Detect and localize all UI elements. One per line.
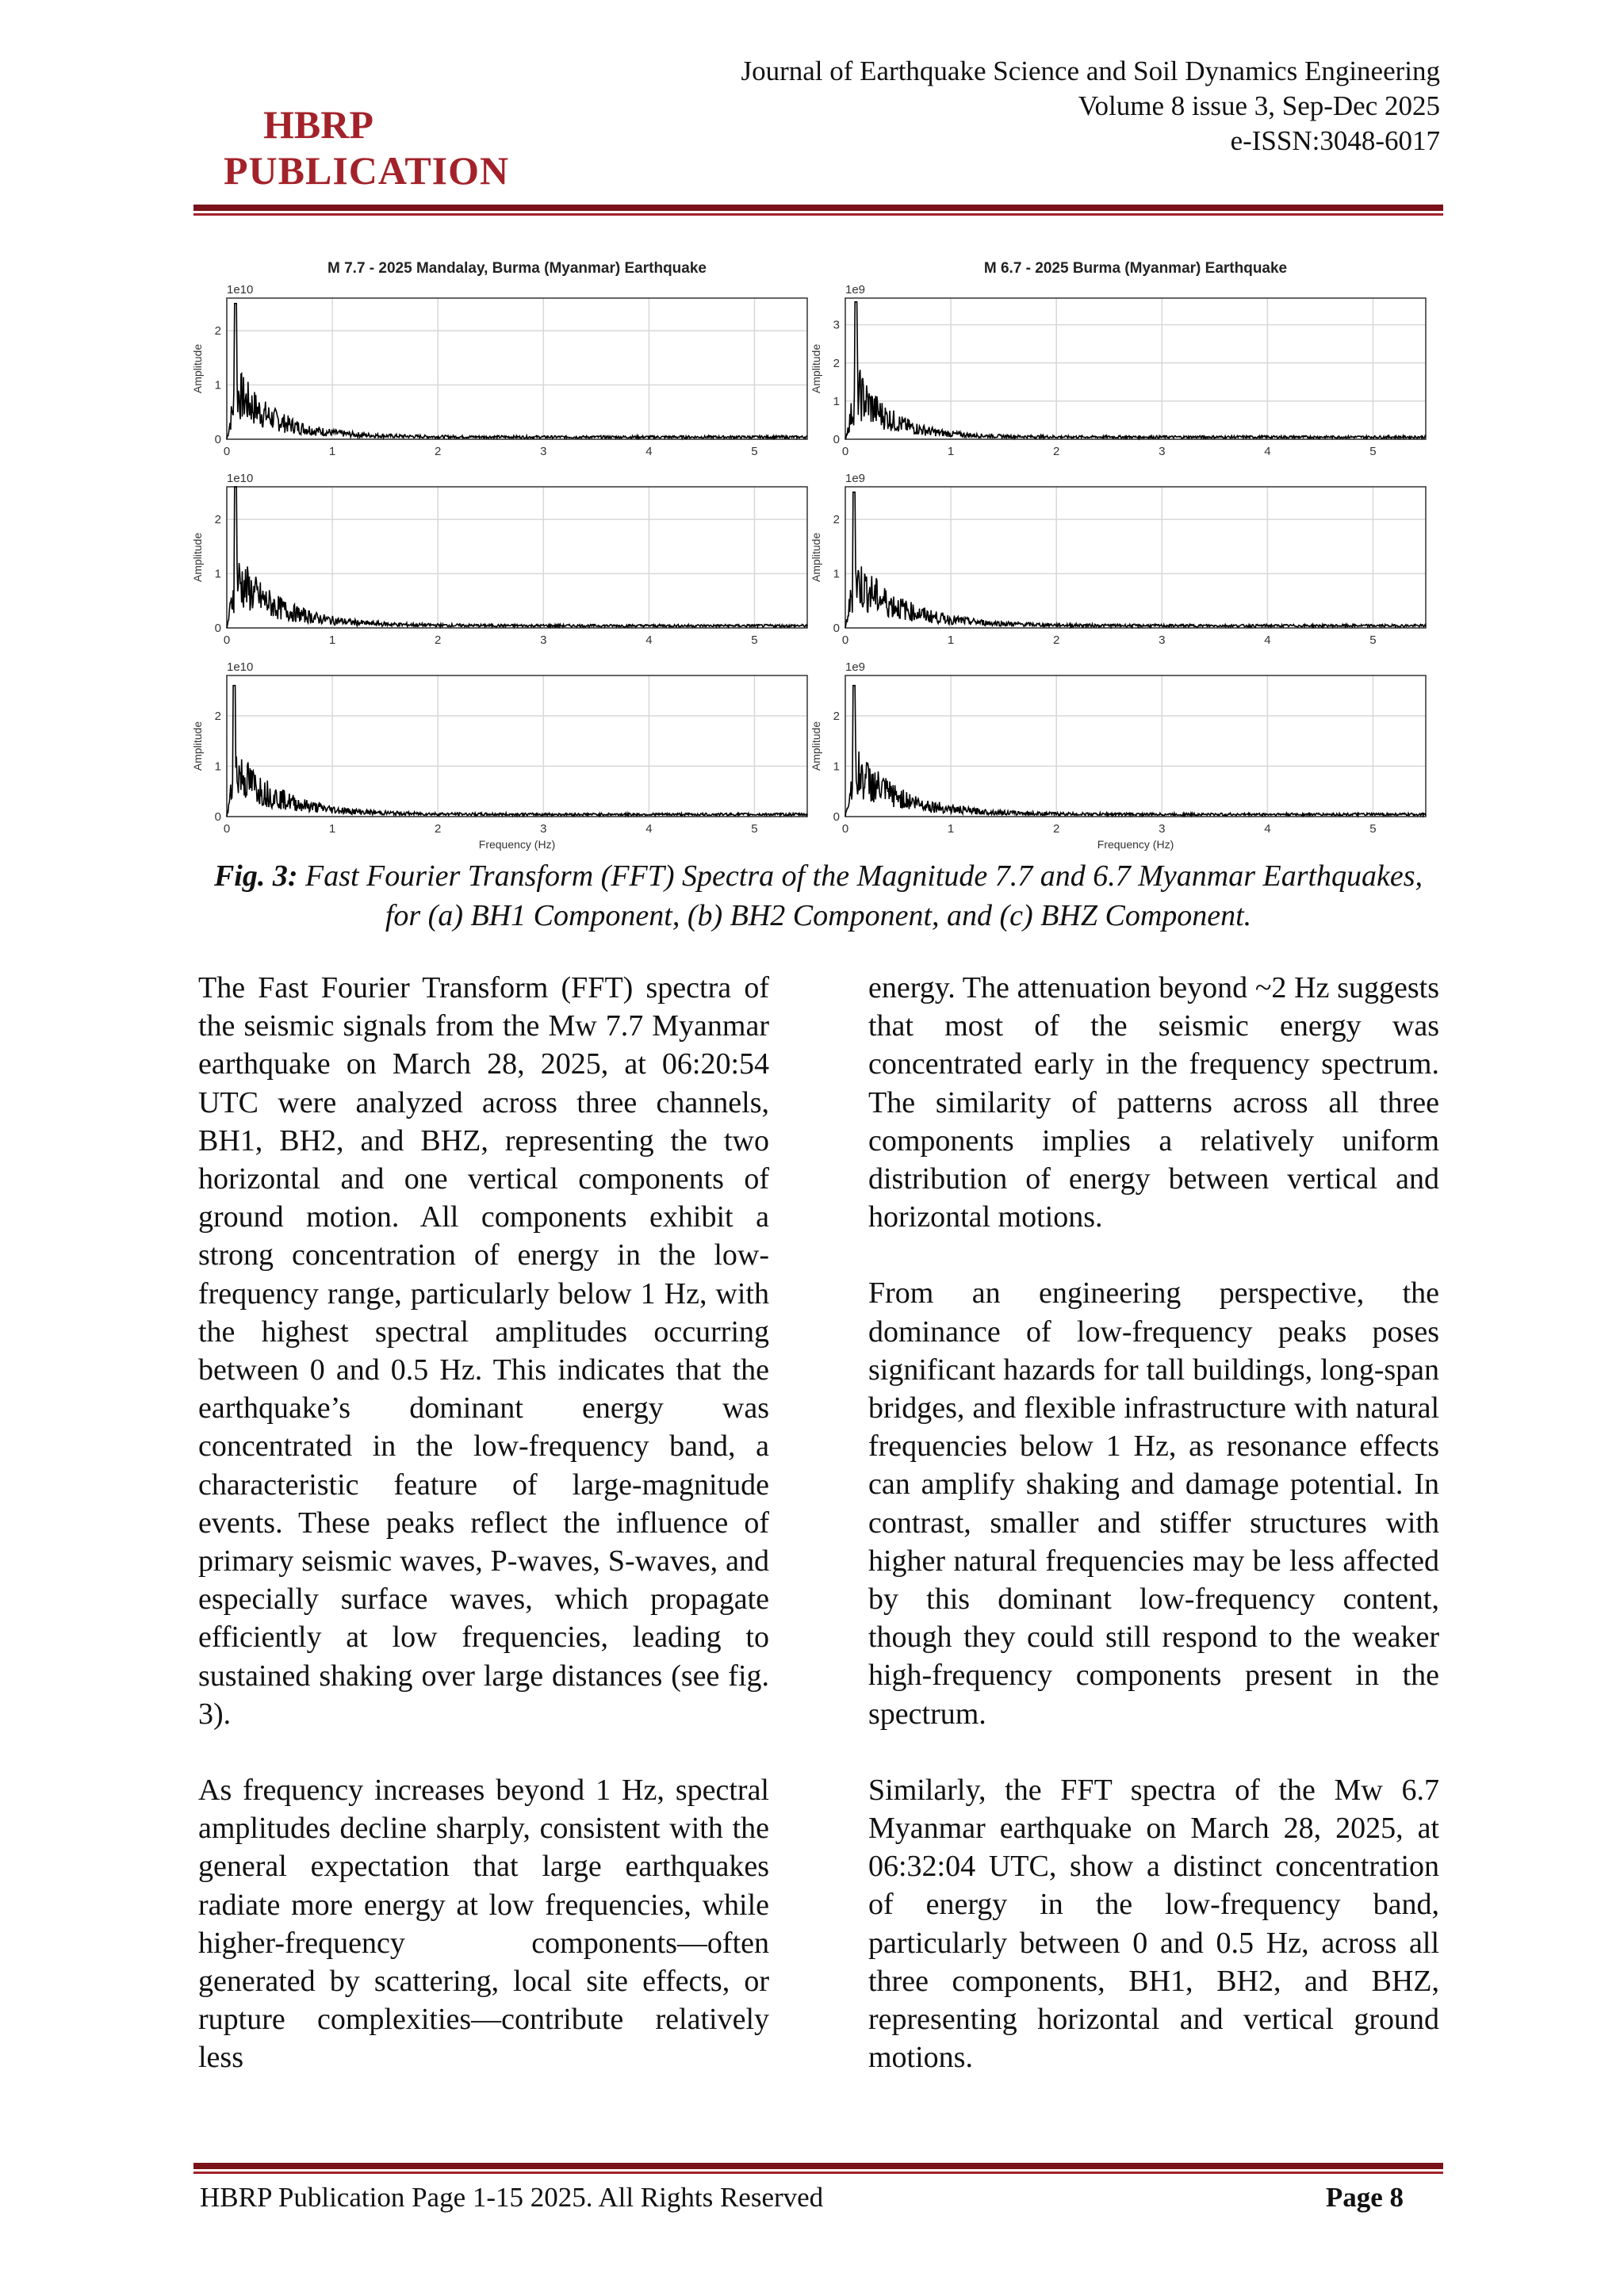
panel-title: M 6.7 - 2025 Burma (Myanmar) Earthquake (983, 260, 1288, 277)
fft-spectra-chart (191, 252, 1442, 855)
x-tick-label: 3 (1159, 822, 1166, 836)
fft-panel-2 (810, 260, 1426, 458)
logo-line2: PUBLICATION (224, 148, 510, 193)
spectrum-line (845, 492, 1426, 628)
y-tick-label: 0 (833, 433, 840, 446)
footer-text: HBRP Publication Page 1-15 2025. All Rights Reserved (200, 2182, 824, 2213)
x-tick-label: 1 (947, 633, 955, 647)
plot-frame (845, 675, 1426, 817)
fft-figure (191, 252, 1442, 855)
spectrum-line (227, 487, 807, 628)
x-tick-label: 1 (947, 445, 955, 458)
x-tick-label: 5 (1369, 633, 1377, 647)
x-tick-label: 3 (540, 633, 547, 647)
scale-label: 1e9 (845, 283, 866, 297)
y-tick-label: 2 (214, 324, 221, 339)
x-tick-label: 4 (645, 822, 653, 836)
fft-panel-3 (191, 472, 807, 647)
fft-panel-4 (810, 472, 1426, 647)
scale-label: 1e9 (845, 660, 866, 674)
x-tick-label: 4 (1264, 633, 1271, 647)
x-tick-label: 2 (1053, 633, 1060, 647)
plot-frame (845, 298, 1426, 439)
y-axis-label: Amplitude (191, 532, 204, 583)
x-tick-label: 0 (223, 633, 231, 647)
x-tick-label: 2 (1053, 822, 1060, 836)
fft-panel-1 (191, 260, 807, 458)
publisher-logo (224, 101, 525, 193)
header-rule (193, 205, 1443, 216)
x-axis-label: Frequency (Hz) (1097, 838, 1174, 851)
plot-frame (227, 675, 807, 817)
left-column (198, 969, 769, 2115)
journal-name: Journal of Earthquake Science and Soil Dynamics Engineering (741, 55, 1440, 86)
panel-title: M 7.7 - 2025 Mandalay, Burma (Myanmar) Earthquake (327, 260, 707, 277)
x-tick-label: 1 (328, 633, 336, 647)
logo-line1: HBRP (263, 102, 373, 147)
scale-label: 1e9 (845, 472, 866, 485)
y-tick-label: 1 (833, 394, 840, 408)
spectrum-line (845, 302, 1426, 439)
y-tick-label: 2 (833, 513, 840, 527)
fft-panel-5 (191, 660, 807, 851)
x-tick-label: 4 (1264, 822, 1271, 836)
x-tick-label: 4 (1264, 445, 1271, 458)
y-axis-label: Amplitude (191, 343, 204, 394)
y-axis-label: Amplitude (810, 721, 822, 771)
x-tick-label: 5 (751, 822, 758, 836)
x-axis-label: Frequency (Hz) (478, 838, 556, 851)
x-tick-label: 5 (751, 445, 758, 458)
journal-issn: e-ISSN:3048-6017 (1230, 125, 1440, 156)
scale-label: 1e10 (227, 283, 254, 297)
x-tick-label: 0 (223, 822, 231, 836)
y-axis-label: Amplitude (810, 532, 822, 583)
x-tick-label: 0 (841, 633, 849, 647)
x-tick-label: 5 (1369, 822, 1377, 836)
right-column (868, 969, 1439, 2114)
caption-label: Fig. 3: (213, 859, 298, 893)
y-tick-label: 2 (214, 513, 221, 527)
paragraph: The Fast Fourier Transform (FFT) spectra of the seismic signals from the Mw 7.7 Myanmar earthquake on March 28, 2025, at 06:20:54 UTC were analyzed across three channels, BH1, BH2, and BHZ, representing the two horizontal and one vertical components of ground motion. All components exhibit a strong concentration of energy in the low-frequency range, particularly below 1 Hz, with the highest spectral amplitudes occurring between 0 and 0.5 Hz. This indicates that the earthquake’s dominant energy was concentrated in the low-frequency band, a characteristic feature of large-magnitude events. These peaks reflect the influence of primary seismic waves, P-waves, S-waves, and especially surface waves, which propagate efficiently at low frequencies, leading to sustained shaking over large distances (see fig. 3). (198, 971, 769, 1731)
paragraph: As frequency increases beyond 1 Hz, spectral amplitudes decline sharply, consistent with the general expectation that large earthquakes radiate more energy at low frequencies, while higher-frequency components—often generated by scattering, local site effects, or rupture complexities—contribute relatively less (198, 1774, 769, 2075)
y-axis-label: Amplitude (191, 721, 204, 771)
x-tick-label: 2 (435, 822, 442, 836)
x-tick-label: 0 (841, 445, 849, 458)
plot-frame (227, 298, 807, 439)
y-tick-label: 0 (214, 433, 221, 446)
y-tick-label: 2 (214, 709, 221, 723)
fft-panel-6 (810, 660, 1426, 851)
page-number: Page 8 (1325, 2182, 1404, 2213)
y-tick-label: 1 (833, 567, 840, 581)
x-tick-label: 4 (645, 445, 653, 458)
journal-info (741, 54, 1440, 159)
x-tick-label: 5 (751, 633, 758, 647)
x-tick-label: 4 (645, 633, 653, 647)
spectrum-line (227, 686, 807, 817)
scale-label: 1e10 (227, 660, 254, 674)
x-tick-label: 2 (1053, 445, 1060, 458)
plot-frame (227, 487, 807, 628)
footer-rule (193, 2163, 1443, 2174)
x-tick-label: 1 (328, 445, 336, 458)
y-tick-label: 0 (214, 810, 221, 824)
figure-caption (193, 856, 1443, 936)
x-tick-label: 1 (328, 822, 336, 836)
y-tick-label: 0 (214, 622, 221, 635)
scale-label: 1e10 (227, 472, 254, 485)
y-tick-label: 0 (833, 810, 840, 824)
spectrum-line (845, 686, 1426, 817)
x-tick-label: 0 (841, 822, 849, 836)
y-tick-label: 2 (833, 709, 840, 723)
x-tick-label: 1 (947, 822, 955, 836)
plot-frame (845, 487, 1426, 628)
paragraph: energy. The attenuation beyond ~2 Hz suggests that most of the seismic energy was concentrated early in the frequency spectrum. The similarity of patterns across all three components implies a relatively uniform distribution of energy between vertical and horizontal motions. (868, 971, 1439, 1234)
paragraph: From an engineering perspective, the dominance of low-frequency peaks poses significant hazards for tall buildings, long-span bridges, and flexible infrastructure with natural frequencies below 1 Hz, as resonance effects can amplify shaking and damage potential. In contrast, smaller and stiffer structures with higher natural frequencies may be less affected by this dominant low-frequency content, though they could still respond to the weaker high-frequency components present in the spectrum. (868, 1276, 1439, 1731)
y-tick-label: 3 (833, 318, 840, 332)
y-tick-label: 1 (214, 567, 221, 581)
x-tick-label: 2 (435, 445, 442, 458)
x-tick-label: 3 (540, 822, 547, 836)
y-tick-label: 0 (833, 622, 840, 635)
x-tick-label: 3 (1159, 633, 1166, 647)
caption-text: Fast Fourier Transform (FFT) Spectra of the Magnitude 7.7 and 6.7 Myanmar Earthquakes, for (a) BH1 Component, (b) BH2 Component, and (c) BHZ Component. (305, 859, 1423, 932)
journal-volume: Volume 8 issue 3, Sep-Dec 2025 (1078, 90, 1440, 121)
x-tick-label: 2 (435, 633, 442, 647)
x-tick-label: 3 (1159, 445, 1166, 458)
y-tick-label: 1 (214, 760, 221, 774)
y-tick-label: 1 (833, 760, 840, 774)
x-tick-label: 3 (540, 445, 547, 458)
y-tick-label: 2 (833, 356, 840, 370)
y-tick-label: 1 (214, 378, 221, 392)
x-tick-label: 0 (223, 445, 231, 458)
spectrum-line (227, 304, 807, 439)
paragraph: Similarly, the FFT spectra of the Mw 6.7 Myanmar earthquake on March 28, 2025, at 06:32:04 UTC, show a distinct concentration of energy in the low-frequency band, particularly between 0 and 0.5 Hz, across all three components, BH1, BH2, and BHZ, representing horizontal and vertical ground motions. (868, 1773, 1439, 2075)
x-tick-label: 5 (1369, 445, 1377, 458)
y-axis-label: Amplitude (810, 343, 822, 394)
